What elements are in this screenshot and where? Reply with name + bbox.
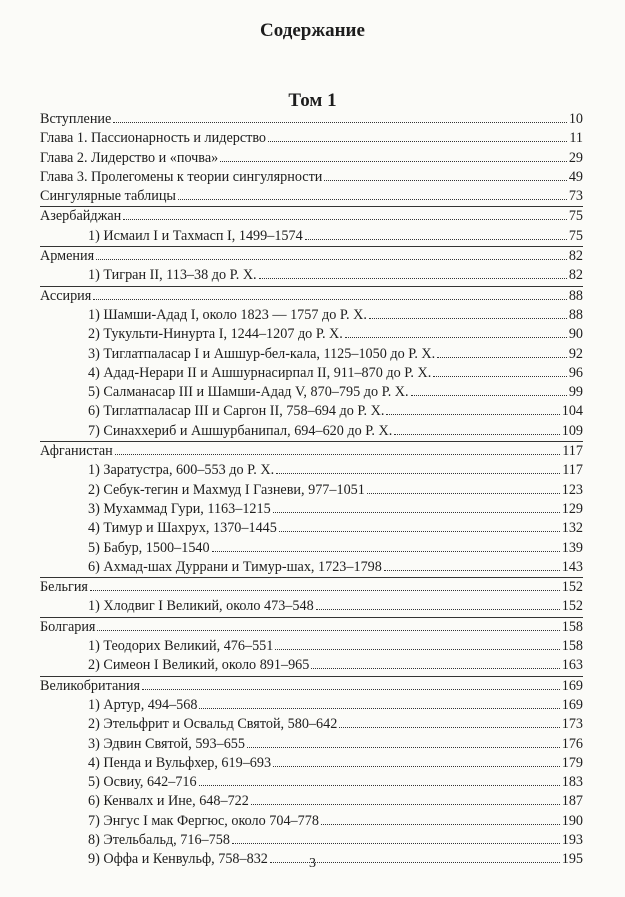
toc-entry-page: 11 <box>569 130 583 147</box>
toc-section-entry <box>40 441 583 461</box>
toc-entry-page: 117 <box>562 462 583 479</box>
toc-entry-title: 2) Этельфрит и Освальд Святой, 580–642 <box>88 716 338 733</box>
dot-leader <box>115 454 560 455</box>
toc-subentry <box>40 500 583 519</box>
toc-entry-title: Бельгия <box>40 579 88 596</box>
toc-entry-page: 10 <box>568 111 583 127</box>
toc-entry-page: 82 <box>568 267 583 284</box>
dot-leader <box>273 766 560 767</box>
toc-entry-page: 143 <box>561 558 583 575</box>
toc-entry-title: 5) Освиу, 642–716 <box>88 774 197 791</box>
dot-leader <box>247 747 560 748</box>
dot-leader <box>394 434 559 435</box>
toc-entry-page: 190 <box>561 812 583 829</box>
dot-leader <box>273 512 560 513</box>
toc-entry-page: 183 <box>561 774 583 791</box>
toc-entry-page: 75 <box>568 208 583 225</box>
toc-entry-title: 6) Кенвалх и Ине, 648–722 <box>88 793 249 810</box>
toc-entry-page: 88 <box>568 287 583 304</box>
toc-section-entry <box>40 617 583 637</box>
toc-entry-title: 2) Тукульти-Нинурта I, 1244–1207 до Р. Х. <box>88 326 343 343</box>
toc-entry-title: 2) Себук-тегин и Махмуд I Газневи, 977–1051 <box>88 481 365 498</box>
toc-subentry <box>40 519 583 538</box>
toc-entry-title: Глава 2. Лидерство и «почва» <box>40 149 219 166</box>
dot-leader <box>90 590 560 591</box>
toc-entry-title: Сингулярные таблицы <box>40 188 176 205</box>
toc-entry-page: 187 <box>561 793 583 810</box>
toc-entry-page: 99 <box>568 384 583 401</box>
dot-leader <box>251 804 560 805</box>
dot-leader <box>367 493 560 494</box>
toc-entry-page: 158 <box>561 618 583 635</box>
dot-leader <box>220 161 567 162</box>
toc-section-entry <box>40 676 583 696</box>
toc-entry-title: 4) Пенда и Вульфхер, 619–693 <box>88 754 272 771</box>
toc-entry-title: 2) Симеон I Великий, около 891–965 <box>88 657 310 674</box>
dot-leader <box>212 551 560 552</box>
toc-section-entry <box>40 206 583 226</box>
dot-leader <box>321 824 560 825</box>
toc-subentry <box>40 792 583 811</box>
toc-entry-page: 169 <box>561 696 583 713</box>
dot-leader <box>386 414 559 415</box>
toc-subentry <box>40 481 583 500</box>
dot-leader <box>437 357 567 358</box>
table-of-contents <box>40 110 583 870</box>
toc-section-entry <box>40 187 583 206</box>
toc-entry-page: 75 <box>568 227 583 244</box>
toc-entry-page: 169 <box>561 677 583 694</box>
dot-leader <box>411 395 567 396</box>
toc-subentry <box>40 656 583 675</box>
toc-subentry <box>40 812 583 831</box>
toc-entry-title: 7) Энгус I мак Фергюс, около 704–778 <box>88 812 319 829</box>
toc-entry-title: Азербайджан <box>40 208 122 225</box>
dot-leader <box>123 219 567 220</box>
toc-subentry <box>40 558 583 577</box>
toc-entry-page: 195 <box>561 851 583 868</box>
toc-entry-title: Болгария <box>40 618 96 635</box>
toc-entry-title: Великобритания <box>40 677 140 694</box>
toc-entry-page: 90 <box>568 326 583 343</box>
toc-entry-page: 152 <box>561 579 583 596</box>
toc-entry-title: 3) Мухаммад Гури, 1163–1215 <box>88 500 271 517</box>
dot-leader <box>199 785 560 786</box>
toc-subentry <box>40 637 583 656</box>
page-title: Содержание <box>260 20 365 41</box>
dot-leader <box>433 376 567 377</box>
toc-subentry <box>40 325 583 344</box>
toc-subentry <box>40 266 583 285</box>
dot-leader <box>199 708 559 709</box>
toc-entry-title: Армения <box>40 248 95 265</box>
toc-subentry <box>40 715 583 734</box>
toc-subentry <box>40 735 583 754</box>
toc-section-entry <box>40 110 583 129</box>
toc-section-entry <box>40 129 583 148</box>
toc-subentry <box>40 831 583 850</box>
toc-entry-page: 132 <box>561 520 583 537</box>
toc-section-entry <box>40 149 583 168</box>
toc-entry-page: 163 <box>561 657 583 674</box>
dot-leader <box>384 570 560 571</box>
toc-entry-page: 176 <box>561 735 583 752</box>
toc-entry-page: 49 <box>568 168 583 185</box>
page-number: 3 <box>309 856 316 871</box>
dot-leader <box>324 180 566 181</box>
toc-section-entry <box>40 286 583 306</box>
toc-entry-page: 73 <box>568 188 583 205</box>
dot-leader <box>96 259 567 260</box>
dot-leader <box>276 473 560 474</box>
toc-entry-page: 179 <box>561 754 583 771</box>
toc-subentry <box>40 364 583 383</box>
dot-leader <box>316 609 560 610</box>
dot-leader <box>113 122 566 123</box>
toc-entry-title: Глава 1. Пассионарность и лидерство <box>40 130 267 147</box>
toc-entry-page: 96 <box>568 364 583 381</box>
toc-entry-title: 4) Адад-Нерари II и Ашшурнасирпал II, 911–870 до Р. Х. <box>88 364 432 381</box>
toc-entry-title: 1) Шамши-Адад I, около 1823 — 1757 до Р. Х. <box>88 306 367 323</box>
toc-entry-page: 88 <box>568 306 583 323</box>
toc-entry-title: 3) Эдвин Святой, 593–655 <box>88 735 245 752</box>
toc-section-entry <box>40 246 583 266</box>
toc-entry-page: 109 <box>561 422 583 439</box>
dot-leader <box>339 727 559 728</box>
toc-subentry <box>40 461 583 480</box>
toc-entry-title: 1) Хлодвиг I Великий, около 473–548 <box>88 598 314 615</box>
toc-subentry <box>40 754 583 773</box>
toc-entry-title: 4) Тимур и Шахрух, 1370–1445 <box>88 520 277 537</box>
dot-leader <box>345 337 567 338</box>
toc-entry-page: 158 <box>561 638 583 655</box>
toc-entry-title: 8) Этельбальд, 716–758 <box>88 831 230 848</box>
toc-entry-page: 152 <box>561 598 583 615</box>
toc-subentry <box>40 597 583 616</box>
toc-entry-page: 139 <box>561 539 583 556</box>
toc-entry-page: 173 <box>561 716 583 733</box>
toc-subentry <box>40 383 583 402</box>
dot-leader <box>268 141 567 142</box>
dot-leader <box>142 689 560 690</box>
toc-entry-title: 1) Артур, 494–568 <box>88 696 198 713</box>
toc-entry-title: 3) Тиглатпаласар I и Ашшур-бел-кала, 1125–1050 до Р. Х. <box>88 345 436 362</box>
toc-entry-title: Глава 3. Пролегомены к теории сингулярности <box>40 168 323 185</box>
toc-section-entry <box>40 577 583 597</box>
toc-entry-title: 9) Оффа и Кенвульф, 758–832 <box>88 851 268 868</box>
toc-subentry <box>40 227 583 246</box>
toc-entry-page: 123 <box>561 481 583 498</box>
toc-entry-title: Вступление <box>40 111 112 127</box>
toc-entry-title: 1) Тигран II, 113–38 до Р. Х. <box>88 267 257 284</box>
toc-entry-title: 1) Теодорих Великий, 476–551 <box>88 638 274 655</box>
toc-entry-title: 5) Бабур, 1500–1540 <box>88 539 210 556</box>
dot-leader <box>259 278 567 279</box>
toc-entry-page: 117 <box>562 443 583 460</box>
dot-leader <box>279 531 560 532</box>
toc-entry-page: 29 <box>568 149 583 166</box>
dot-leader <box>275 649 559 650</box>
toc-subentry <box>40 773 583 792</box>
toc-entry-page: 82 <box>568 248 583 265</box>
dot-leader <box>232 843 560 844</box>
toc-entry-page: 193 <box>561 831 583 848</box>
dot-leader <box>305 239 567 240</box>
dot-leader <box>178 199 567 200</box>
toc-entry-title: 5) Салманасар III и Шамши-Адад V, 870–795 до Р. Х. <box>88 384 409 401</box>
toc-entry-title: 7) Синаххериб и Ашшурбанипал, 694–620 до Р. Х. <box>88 422 393 439</box>
toc-subentry <box>40 422 583 441</box>
dot-leader <box>311 668 559 669</box>
toc-subentry <box>40 306 583 325</box>
toc-subentry <box>40 539 583 558</box>
toc-section-entry <box>40 168 583 187</box>
dot-leader <box>93 299 567 300</box>
toc-entry-title: 6) Ахмад-шах Дуррани и Тимур-шах, 1723–1798 <box>88 558 382 575</box>
toc-subentry <box>40 402 583 421</box>
toc-entry-title: Афганистан <box>40 443 113 460</box>
toc-entry-page: 92 <box>568 345 583 362</box>
toc-entry-page: 104 <box>561 403 583 420</box>
toc-entry-title: 6) Тиглатпаласар III и Саргон II, 758–694 до Р. Х. <box>88 403 385 420</box>
volume-heading: Том 1 <box>288 90 337 111</box>
toc-entry-title: Ассирия <box>40 287 92 304</box>
dot-leader <box>97 630 559 631</box>
toc-entry-title: 1) Заратустра, 600–553 до Р. Х. <box>88 462 275 479</box>
dot-leader <box>369 318 567 319</box>
toc-entry-page: 129 <box>561 500 583 517</box>
toc-entry-title: 1) Исмаил I и Тахмасп I, 1499–1574 <box>88 227 303 244</box>
toc-subentry <box>40 696 583 715</box>
toc-subentry <box>40 345 583 364</box>
